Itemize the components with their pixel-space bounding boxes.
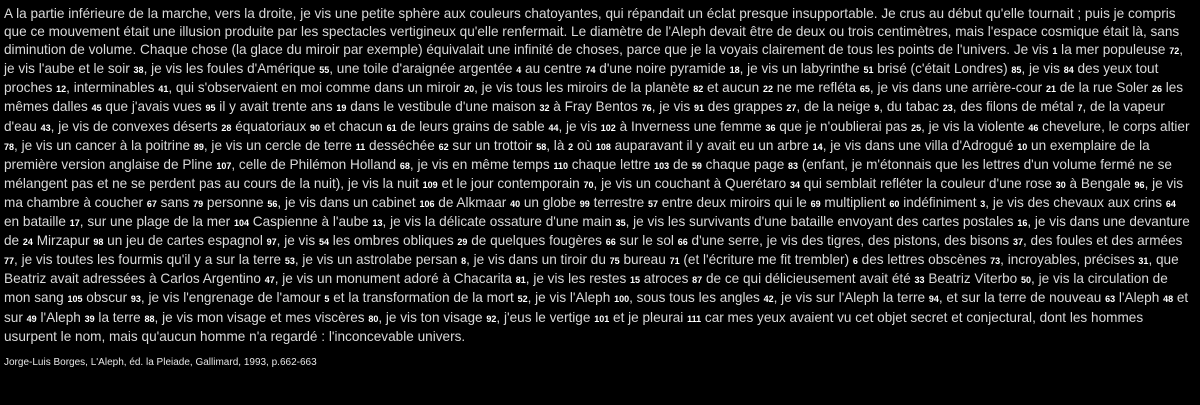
passage-text: , je vis l'Aleph <box>527 290 615 306</box>
passage-number: 26 <box>1151 84 1162 95</box>
passage-text: , je vis des chevaux aux crins <box>985 194 1166 210</box>
passage-text: terrestre <box>589 194 648 210</box>
passage-number: 82 <box>693 84 704 95</box>
passage-text: , de la vapeur d'eau <box>4 99 1165 134</box>
passage-text: , je vis <box>651 99 694 115</box>
passage-number: 98 <box>93 237 104 248</box>
passage-text: , je vis dans une arrière-cour <box>869 80 1046 96</box>
passage-text: , je vis sur l'Aleph la terre <box>773 290 929 306</box>
passage-text: , celle de Philémon Holland <box>231 156 400 172</box>
passage-text: en bataille <box>4 214 70 230</box>
passage-number: 29 <box>457 237 468 248</box>
passage-number: 109 <box>422 179 438 190</box>
passage-text: de leurs grains de sable <box>396 118 549 134</box>
passage-number: 51 <box>863 65 874 76</box>
passage-number: 95 <box>205 103 216 114</box>
passage-text: Caspienne à l'aube <box>248 214 373 230</box>
passage-number: 54 <box>318 237 329 248</box>
passage-number: 50 <box>1021 275 1032 286</box>
passage-text: et la transformation de la mort <box>329 290 518 306</box>
passage-text: à Inverness une femme <box>615 118 766 134</box>
passage-text: des lettres obscènes <box>857 252 991 268</box>
passage-number: 63 <box>1105 294 1116 305</box>
passage-text: bureau <box>619 252 670 268</box>
passage-text: chevelure, le corps altier <box>1038 118 1190 134</box>
passage-text: , je vis mon visage et mes viscères <box>154 309 369 325</box>
passage-text: Mirzapur <box>32 233 94 249</box>
passage-text: , je vis un astrolabe persan <box>294 252 462 268</box>
passage-number: 58 <box>536 141 547 152</box>
passage-text: il y avait trente ans <box>215 99 337 115</box>
passage-number: 69 <box>810 198 821 209</box>
passage-number: 72 <box>1169 46 1180 57</box>
passage-text: , j'eus le vertige <box>496 309 595 325</box>
passage-text: , je vis un cancer à la poitrine <box>14 137 194 153</box>
passage-number: 34 <box>790 179 801 190</box>
passage-number: 92 <box>486 313 497 324</box>
passage-number: 45 <box>91 103 102 114</box>
passage-text: , je vis ma chambre à coucher <box>4 175 1184 210</box>
passage-text: et sur <box>4 290 1189 325</box>
passage-number: 55 <box>319 65 330 76</box>
passage-number: 18 <box>729 65 740 76</box>
passage-text: , sous tous les angles <box>629 290 764 306</box>
passage-number: 14 <box>812 141 823 152</box>
passage-text: Beatriz Viterbo <box>924 271 1022 287</box>
passage-text: , une toile d'araignée argentée <box>329 61 517 77</box>
passage-text: A la partie inférieure de la marche, vers la droite, je vis une petite sphère aux couleurs chatoyantes, qui répandait un éclat presque insupportable. Je crus au début qu'elle tournait ; puis je compris que ce mouvement était une illusion produite par les spectacles vertigineux qu'elle renfermait. Le diamètre de l'Aleph devait être de deux ou trois centimètres, mais l'espace cosmique était là, sans diminution de volume. Chaque chose (la glace du miroir par exemple) équivalait une infinité de choses, parce que je la voyais clairement de tous les points de l'univers. Je vis <box>4 6 1180 58</box>
passage-text: des yeux tout proches <box>4 61 1159 96</box>
passage-text: et je pleurai <box>609 309 688 325</box>
passage-number: 87 <box>692 275 703 286</box>
passage-number: 2 <box>568 141 574 152</box>
passage-text: , de la neige <box>796 99 875 115</box>
passage-number: 36 <box>765 122 776 133</box>
passage-text: sur un trottoir <box>448 137 537 153</box>
passage-number: 39 <box>84 313 95 324</box>
passage-text: , je vis la délicate ossature d'une main <box>382 214 616 230</box>
passage-number: 97 <box>266 237 277 248</box>
passage-text: d'une serre, je vis des tigres, des pistons, des bisons <box>687 233 1013 249</box>
passage-text: , je vis tous les miroirs de la planète <box>474 80 694 96</box>
aleph-passage <box>4 5 1194 346</box>
passage-number: 17 <box>69 218 80 229</box>
passage-number: 80 <box>368 313 379 324</box>
passage-number: 3 <box>980 198 986 209</box>
passage-text: la terre <box>94 309 145 325</box>
passage-number: 106 <box>419 198 435 209</box>
passage-text: (enfant, je m'étonnais que les lettres d'un volume fermé ne se mélangent pas et ne se perdent pas au cours de la nuit), je vis la nuit <box>4 156 1172 191</box>
passage-number: 41 <box>158 84 169 95</box>
passage-number: 108 <box>595 141 611 152</box>
passage-number: 101 <box>594 313 610 324</box>
passage-number: 89 <box>193 141 204 152</box>
passage-number: 35 <box>615 218 626 229</box>
passage-text: , je vis un monument adoré à Chacarita <box>274 271 516 287</box>
passage-number: 70 <box>583 179 594 190</box>
passage-text: entre deux miroirs qui le <box>658 194 811 210</box>
passage-text: à Fray Bentos <box>549 99 642 115</box>
passage-number: 99 <box>579 198 590 209</box>
passage-text: et chacun <box>320 118 387 134</box>
passage-number: 93 <box>130 294 141 305</box>
passage-text: desséchée <box>365 137 439 153</box>
passage-number: 47 <box>264 275 275 286</box>
passage-number: 37 <box>1012 237 1023 248</box>
passage-text: , sur une plage de la mer <box>79 214 234 230</box>
passage-number: 10 <box>1017 141 1028 152</box>
passage-number: 102 <box>600 122 616 133</box>
passage-number: 66 <box>677 237 688 248</box>
passage-number: 4 <box>516 65 522 76</box>
passage-number: 73 <box>990 256 1001 267</box>
passage-number: 111 <box>687 313 702 324</box>
passage-text: , je vis <box>558 118 601 134</box>
passage-text: , des filons de métal <box>952 99 1078 115</box>
passage-text: d'une noire pyramide <box>595 61 730 77</box>
passage-number: 84 <box>1063 65 1074 76</box>
passage-number: 27 <box>786 103 797 114</box>
passage-text: dans le vestibule d'une maison <box>346 99 540 115</box>
passage-text: (et l'écriture me fit trembler) <box>679 252 853 268</box>
passage-text: de <box>669 156 692 172</box>
passage-text: , je vis dans un cabinet <box>277 194 420 210</box>
passage-text: un jeu de cartes espagnol <box>103 233 267 249</box>
passage-number: 38 <box>133 65 144 76</box>
passage-number: 62 <box>438 141 449 152</box>
passage-text: qui semblait refléter la couleur d'une rose <box>800 175 1056 191</box>
passage-number: 16 <box>1017 218 1028 229</box>
passage-text: l'Aleph <box>1115 290 1164 306</box>
passage-text: et aucun <box>703 80 763 96</box>
passage-number: 22 <box>762 84 773 95</box>
passage-text: à Bengale <box>1065 175 1135 191</box>
passage-text: car mes yeux avaient vu cet objet secret et conjectural, dont les hommes usurpent le nom, mais qu'aucun homme n'a regardé : l'inconcevable univers. <box>4 309 1144 344</box>
passage-text: , des foules et des armées <box>1023 233 1183 249</box>
passage-number: 67 <box>146 198 157 209</box>
passage-number: 100 <box>614 294 630 305</box>
passage-text: atroces <box>640 271 693 287</box>
passage-text: , je vis l'engrenage de l'amour <box>140 290 325 306</box>
passage-text: de la rue Soler <box>1055 80 1152 96</box>
passage-text: , je vis dans une villa d'Adrogué <box>822 137 1018 153</box>
passage-number: 28 <box>221 122 232 133</box>
passage-number: 56 <box>267 198 278 209</box>
passage-number: 61 <box>386 122 397 133</box>
passage-text: brisé (c'était Londres) <box>873 61 1012 77</box>
passage-number: 66 <box>605 237 616 248</box>
passage-number: 88 <box>144 313 155 324</box>
passage-text: , que Beatriz avait adressées à Carlos Argentino <box>4 252 1179 287</box>
passage-text: , je vis dans un tiroir du <box>466 252 610 268</box>
passage-number: 94 <box>928 294 939 305</box>
passage-text: , je vis ton visage <box>378 309 487 325</box>
passage-text: sans <box>156 194 194 210</box>
passage-text: , je vis <box>276 233 319 249</box>
passage-text: les ombres obliques <box>328 233 458 249</box>
passage-text: , je vis les survivants d'une bataille envoyant des cartes postales <box>625 214 1018 230</box>
passage-number: 15 <box>630 275 641 286</box>
passage-number: 12 <box>56 84 67 95</box>
passage-text: , je vis dans une devanture de <box>4 214 1190 249</box>
citation: Jorge-Luis Borges, L'Aleph, éd. la Pleiade, Gallimard, 1993, p.662-663 <box>4 356 317 368</box>
passage-text: , là <box>546 137 569 153</box>
passage-text: un exemplaire de la première version anglaise de Pline <box>4 137 1150 172</box>
passage-number: 40 <box>510 198 521 209</box>
passage-number: 52 <box>517 294 528 305</box>
passage-text: , qui s'observaient en moi comme dans un miroir <box>168 80 465 96</box>
passage-text: , je vis de convexes déserts <box>50 118 222 134</box>
passage-number: 42 <box>763 294 774 305</box>
passage-number: 49 <box>26 313 37 324</box>
passage-text: de quelques fougères <box>467 233 606 249</box>
passage-number: 21 <box>1045 84 1056 95</box>
passage-number: 43 <box>40 122 51 133</box>
passage-text: , je vis en même temps <box>409 156 554 172</box>
passage-number: 11 <box>355 141 366 152</box>
passage-number: 65 <box>859 84 870 95</box>
passage-text: où <box>573 137 596 153</box>
passage-text: les mêmes dalles <box>4 80 1184 115</box>
passage-text: que j'avais vues <box>101 99 206 115</box>
passage-text: chaque lettre <box>567 156 655 172</box>
passage-number: 31 <box>1138 256 1149 267</box>
passage-number: 20 <box>464 84 475 95</box>
passage-number: 76 <box>641 103 652 114</box>
passage-number: 33 <box>914 275 925 286</box>
passage-text: de Alkmaar <box>434 194 511 210</box>
passage-text: , je vis un labyrinthe <box>739 61 864 77</box>
passage-text: indéfiniment <box>899 194 981 210</box>
passage-number: 81 <box>515 275 526 286</box>
passage-number: 8 <box>461 256 467 267</box>
passage-text: auparavant il y avait eu un arbre <box>610 137 813 153</box>
passage-text: , je vis toutes les fourmis qu'il y a sur la terre <box>14 252 285 268</box>
passage-text: un globe <box>520 194 580 210</box>
passage-number: 48 <box>1163 294 1174 305</box>
passage-number: 110 <box>553 160 568 171</box>
passage-number: 6 <box>852 256 858 267</box>
passage-number: 79 <box>193 198 204 209</box>
passage-text: sur le sol <box>615 233 678 249</box>
passage-text: chaque page <box>701 156 789 172</box>
passage-text: obscur <box>82 290 131 306</box>
passage-text: des grappes <box>704 99 787 115</box>
passage-number: 75 <box>609 256 620 267</box>
passage-text: équatoriaux <box>231 118 311 134</box>
passage-number: 96 <box>1134 179 1145 190</box>
passage-text: personne <box>203 194 268 210</box>
passage-text: et le jour contemporain <box>437 175 584 191</box>
passage-number: 25 <box>911 122 922 133</box>
passage-text: multiplient <box>820 194 890 210</box>
passage-number: 107 <box>216 160 232 171</box>
passage-text: , interminables <box>66 80 159 96</box>
passage-text: que je n'oublierai pas <box>775 118 912 134</box>
passage-text: ne me refléta <box>772 80 860 96</box>
passage-number: 46 <box>1028 122 1039 133</box>
passage-text: , je vis les foules d'Amérique <box>143 61 320 77</box>
passage-number: 68 <box>399 160 410 171</box>
passage-text: l'Aleph <box>36 309 85 325</box>
passage-number: 53 <box>284 256 295 267</box>
passage-number: 59 <box>691 160 702 171</box>
passage-number: 78 <box>4 141 15 152</box>
passage-number: 105 <box>67 294 83 305</box>
passage-text: de ce qui délicieusement avait été <box>702 271 915 287</box>
passage-text: , je vis la violente <box>921 118 1029 134</box>
passage-number: 90 <box>310 122 321 133</box>
passage-number: 103 <box>654 160 670 171</box>
passage-text: , je vis l'aube et le soir <box>4 42 1184 77</box>
passage-text: , je vis <box>1021 61 1064 77</box>
passage-number: 71 <box>669 256 680 267</box>
passage-number: 30 <box>1055 179 1066 190</box>
passage-number: 60 <box>889 198 900 209</box>
passage-text: , je vis un couchant à Querétaro <box>593 175 790 191</box>
passage-text: la mer populeuse <box>1057 42 1170 58</box>
passage-number: 32 <box>539 103 550 114</box>
passage-number: 5 <box>324 294 330 305</box>
passage-text: , incroyables, précises <box>1000 252 1139 268</box>
passage-number: 19 <box>336 103 347 114</box>
passage-text: , du tabac <box>879 99 943 115</box>
passage-number: 9 <box>874 103 880 114</box>
passage-number: 91 <box>694 103 705 114</box>
passage-text: , je vis la circulation de mon sang <box>4 271 1168 306</box>
passage-text: , et sur la terre de nouveau <box>938 290 1106 306</box>
passage-number: 57 <box>647 198 658 209</box>
passage-number: 1 <box>1052 46 1058 57</box>
passage-number: 7 <box>1077 103 1083 114</box>
passage-number: 64 <box>1165 198 1176 209</box>
passage-number: 24 <box>22 237 33 248</box>
passage-number: 85 <box>1011 65 1022 76</box>
passage-number: 23 <box>942 103 953 114</box>
passage-number: 104 <box>233 218 249 229</box>
passage-number: 74 <box>585 65 596 76</box>
passage-text: au centre <box>521 61 586 77</box>
passage-text: , je vis les restes <box>525 271 631 287</box>
passage-number: 77 <box>4 256 15 267</box>
passage-number: 83 <box>788 160 799 171</box>
passage-text: , je vis un cercle de terre <box>203 137 356 153</box>
passage-number: 44 <box>548 122 559 133</box>
passage-number: 13 <box>372 218 383 229</box>
